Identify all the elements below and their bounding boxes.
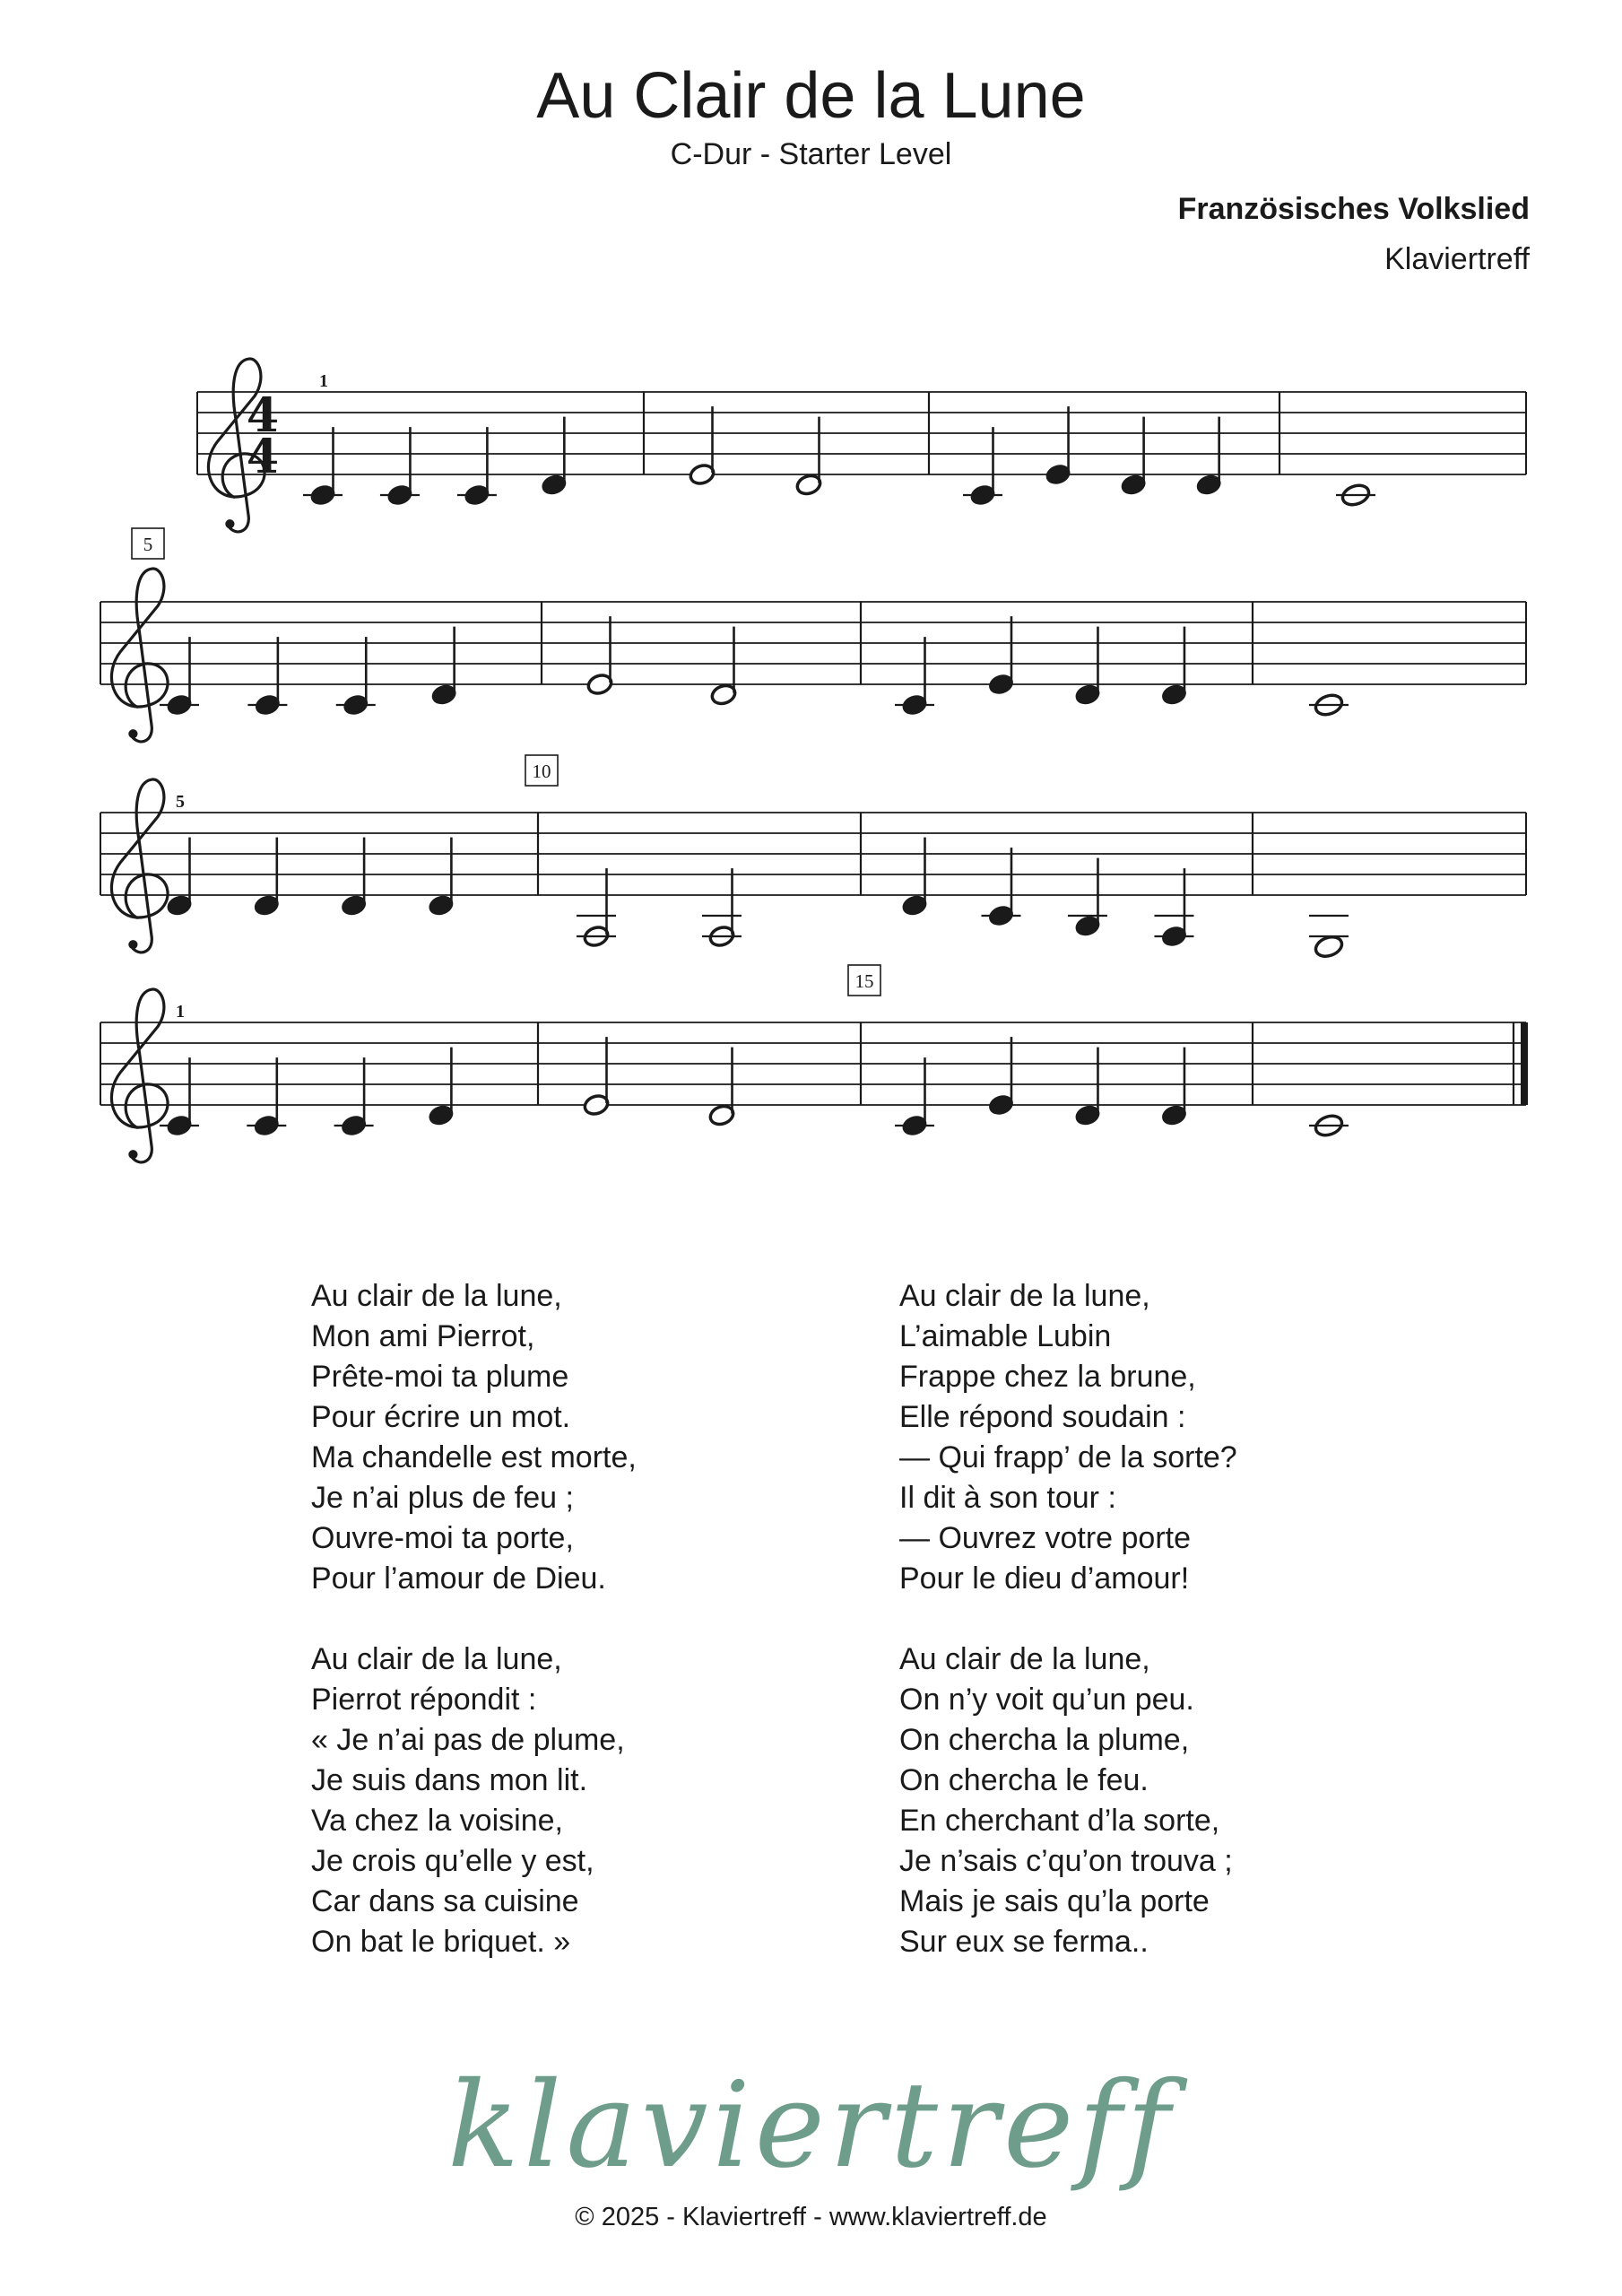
lyric-line: Il dit à son tour :	[899, 1481, 1116, 1515]
lyric-line: Prête-moi ta plume	[311, 1360, 569, 1394]
lyrics-stanza	[899, 1276, 1237, 1599]
lyric-line: Frappe chez la brune,	[899, 1360, 1196, 1394]
lyric-line: En cherchant d’la sorte,	[899, 1804, 1220, 1838]
lyric-line: On bat le briquet. »	[311, 1925, 571, 1959]
treble-clef-path	[111, 569, 168, 742]
treble-clef-icon	[111, 779, 168, 952]
note-head	[1313, 934, 1344, 960]
lyric-line: Je crois qu’elle y est,	[311, 1844, 594, 1878]
lyric-line: Pour le dieu d’amour!	[899, 1561, 1190, 1596]
lyric-line: Car dans sa cuisine	[311, 1884, 579, 1918]
page-title: Au Clair de la Lune	[536, 60, 1086, 132]
treble-clef-icon	[111, 569, 168, 742]
lyric-line: Au clair de la lune,	[899, 1642, 1150, 1676]
lyric-line: Sur eux se ferma..	[899, 1925, 1149, 1959]
lyric-line: Pierrot répondit :	[311, 1683, 537, 1717]
lyric-line: Au clair de la lune,	[311, 1279, 562, 1313]
treble-clef-dot	[130, 731, 136, 737]
treble-clef-dot	[130, 1152, 136, 1158]
copyright-notice: © 2025 - Klaviertreff - www.klaviertreff.de	[575, 2203, 1047, 2231]
composer-credit: Französisches Volkslied	[1177, 192, 1530, 226]
arranger-credit: Klaviertreff	[1384, 242, 1530, 276]
lyric-line: Ma chandelle est morte,	[311, 1440, 637, 1474]
lyric-line: L’aimable Lubin	[899, 1319, 1112, 1353]
lyric-line: Au clair de la lune,	[311, 1642, 562, 1676]
fingering-number: 1	[319, 371, 328, 391]
lyric-line: « Je n’ai pas de plume,	[311, 1723, 625, 1757]
lyrics-stanza	[311, 1276, 637, 1599]
measure-number: 5	[143, 534, 153, 555]
measure-number: 15	[854, 970, 874, 992]
lyric-line: Je n’sais c’qu’on trouva ;	[899, 1844, 1233, 1878]
lyric-line: Elle répond soudain :	[899, 1400, 1186, 1434]
lyrics-stanza	[311, 1639, 637, 1962]
lyrics-stanza	[899, 1639, 1237, 1962]
lyric-line: Ouvre-moi ta porte,	[311, 1521, 574, 1555]
lyrics-column-left	[311, 1276, 637, 2003]
lyric-line: — Ouvrez votre porte	[899, 1521, 1192, 1555]
final-barline-thick	[1521, 1022, 1528, 1105]
treble-clef-path	[111, 989, 168, 1162]
lyric-line: On chercha la plume,	[899, 1723, 1190, 1757]
lyric-line: Mais je sais qu’la porte	[899, 1884, 1210, 1918]
fingering-number: 5	[176, 792, 185, 812]
time-signature-top: 4	[246, 388, 280, 443]
lyric-line: On chercha le feu.	[899, 1763, 1149, 1797]
treble-clef-dot	[227, 521, 233, 527]
lyric-line: — Qui frapp’ de la sorte?	[899, 1440, 1237, 1474]
measure-number: 10	[532, 761, 551, 782]
lyric-line: Je n’ai plus de feu ;	[311, 1481, 574, 1515]
lyric-line: On n’y voit qu’un peu.	[899, 1683, 1194, 1717]
time-signature-bottom: 4	[246, 430, 280, 484]
lyrics-column-right	[899, 1276, 1237, 2003]
treble-clef-path	[111, 779, 168, 952]
klaviertreff-logo: klaviertreff	[447, 2057, 1175, 2195]
lyric-line: Mon ami Pierrot,	[311, 1319, 535, 1353]
treble-clef-dot	[130, 942, 136, 948]
treble-clef-icon	[111, 989, 168, 1162]
fingering-number: 1	[176, 1002, 185, 1022]
page-subtitle: C-Dur - Starter Level	[670, 137, 952, 171]
lyric-line: Pour écrire un mot.	[311, 1400, 571, 1434]
lyric-line: Au clair de la lune,	[899, 1279, 1150, 1313]
lyric-line: Je suis dans mon lit.	[311, 1763, 588, 1797]
lyric-line: Pour l’amour de Dieu.	[311, 1561, 606, 1596]
lyric-line: Va chez la voisine,	[311, 1804, 563, 1838]
